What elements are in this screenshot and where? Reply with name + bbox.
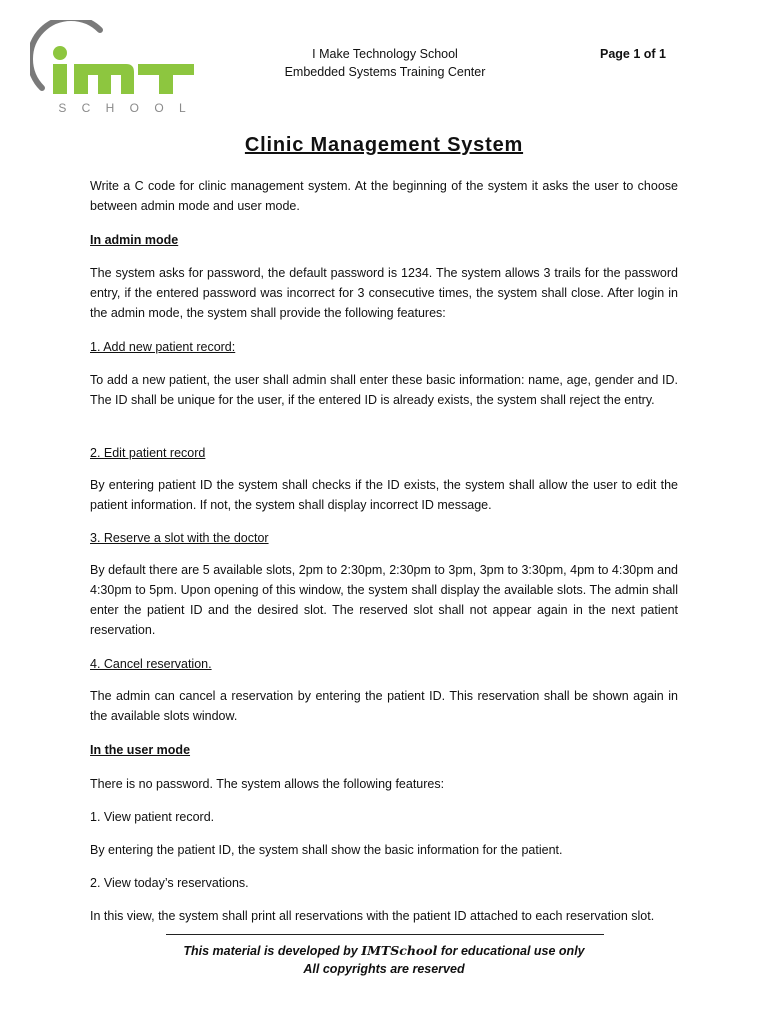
section-add-patient-heading: 1. Add new patient record: (90, 340, 236, 354)
footer-divider (166, 934, 604, 935)
footer-line-2: All copyrights are reserved (303, 962, 465, 976)
user-mode-heading: In the user mode (90, 743, 191, 757)
header-org-subtitle: Embedded Systems Training Center (284, 65, 486, 79)
section-edit-patient-paragraph: By entering patient ID the system shall checks if the ID exists, the system shall allow the user to edit the patient information. If not, the system shall display incorrect ID message. (90, 478, 678, 512)
section-add-patient-paragraph: To add a new patient, the user shall admin shall enter these basic information: name, age, gender and ID. The ID shall be unique for the user, if the entered ID is already exists, the system shall reject the entry. (90, 373, 678, 407)
section-edit-patient-heading: 2. Edit patient record (90, 446, 206, 460)
footer-brand: IMTSchool (361, 943, 438, 958)
section-reserve-slot-paragraph: By default there are 5 available slots, 2pm to 2:30pm, 2:30pm to 3pm, 3pm to 3:30pm, 4pm to 4:30pm and 4:30pm to 5pm. Upon opening of this window, the system shall display the available slots. The admin shall enter the patient ID and the desired slot. The reserved slot shall not appear again in the next patient reservation. (90, 563, 678, 637)
intro-paragraph: Write a C code for clinic management system. At the beginning of the system it asks the user to choose between admin mode and user mode. (90, 179, 678, 213)
footer-text-pre: This material is developed by (183, 944, 358, 958)
user-view-patient-item: 1. View patient record. (90, 810, 215, 824)
page-title: Clinic Management System (244, 134, 524, 156)
footer-line-1 (0, 942, 768, 960)
admin-mode-heading: In admin mode (90, 233, 179, 247)
user-view-patient-paragraph: By entering the patient ID, the system shall show the basic information for the patient. (90, 843, 563, 857)
page-number: Page 1 of 1 (600, 47, 666, 61)
section-cancel-reservation-paragraph: The admin can cancel a reservation by entering the patient ID. This reservation shall be shown again in the available slots window. (90, 689, 678, 723)
user-view-reservations-item: 2. View today’s reservations. (90, 876, 249, 890)
user-view-reservations-paragraph: In this view, the system shall print all reservations with the patient ID attached to each reservation slot. (90, 909, 655, 923)
section-cancel-reservation-heading: 4. Cancel reservation. (90, 657, 212, 671)
footer-text-post: for educational use only (440, 944, 585, 958)
admin-mode-paragraph: The system asks for password, the default password is 1234. The system allows 3 trails for the password entry, if the entered password was incorrect for 3 consecutive times, the system shall close. After login in the admin mode, the system shall provide the following features: (90, 266, 678, 320)
section-reserve-slot-heading: 3. Reserve a slot with the doctor (90, 531, 269, 545)
header-org-name: I Make Technology School (312, 47, 458, 61)
imt-school-logo (30, 20, 200, 120)
user-mode-paragraph: There is no password. The system allows the following features: (90, 777, 445, 791)
logo-school-text: S C H O O L (58, 101, 192, 115)
